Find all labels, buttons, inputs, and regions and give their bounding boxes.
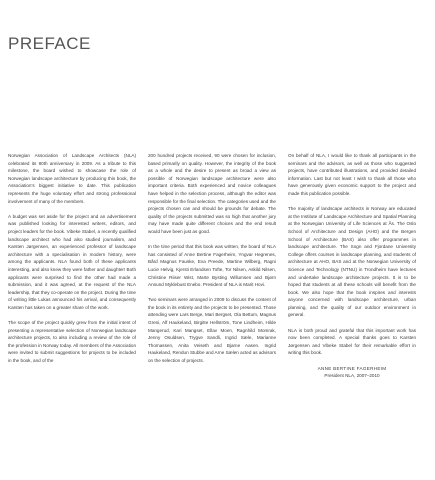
paragraph: In the time period that this book was written, the board of NLA has consisted of Anne Bertine Fagerheim, Yngvar Hegrenes, Bård Magnus Fauske, Eva Preede, Martine Wilberg, Ragni Lucie Helvig, Kjersti Erlandsen Tofte, Tor Nilsen, Askild Nilsen, Christine Riiser Wist, Marte Bysting Willumsen and Bjørn Annund Myklebust Enebo. President of NLA is Marit Hovi. bbox=[148, 244, 276, 288]
paragraph: NLA is both proud and grateful that this important work has now been completed. A special thanks goes to Karsten Jørgensen and Vibeke Stabel for their remarkable effort in writing this book. bbox=[288, 327, 416, 356]
paragraph: Two seminars were arranged in 2009 to discuss the content of the book in its entirety and the projects to be presented. Those attending were Lars Berge, Mari Bergset, Ola Bettum, Magnus Greni, Alf Haukeland, Birgitte Hellström, Tone Lindheim, Hilde Mangerud, Kari Mangset, Ellav Moen, Ragnhild Momrak, Jenny Osuldsen, Trygve Sandli, Ingrid Sæle, Marianne Thomassen, Anita Veiseth and Bjarne Aasen. Ingrid Haukeland, Rendun Stubbe and Arne Sælen acted as advisors on the selection of projects. bbox=[148, 297, 276, 364]
paragraph: The scope of the project quickly grew from the initial intent of presenting a representative selection of Norwegian landscape architecture projects, to also including a review of the role of the profession in Norway today. All members of the Association were invited to submit suggestions for projects to be included in the book, and of the bbox=[8, 320, 136, 364]
paragraph: On behalf of NLA, I would like to thank all participants in the seminars and the advisors, as well as those who suggested projects, have contributed illustrations, and provided detailed information. Last but not least I wish to thank all those who have generously given economic support to the project and made this publication possible. bbox=[288, 153, 416, 196]
paragraph: 200 hundred projects received, 90 were chosen for inclusion, based primarily on quality. However, the integrity of the book as a whole and the desire to present as broad a view as possible of Norwegian landscape architecture were also important criteria. Both experienced and novice colleagues have helped in the selection process, although the editor was responsible for the final selection. The categories used and the projects chosen can and should be grounds for debate. The quality of the projects submitted was so high that another jury may have made quite different choices and the end result would have been just as good. bbox=[148, 153, 276, 234]
text-column-1 bbox=[8, 152, 136, 372]
signature-role: President NLA, 2007–2010 bbox=[324, 373, 380, 379]
paragraph: The majority of landscape architects in Norway are educated at the Institute of Landscape Architecture and Spatial Planning at the Norwegian University of Life Sciences at Ås. The Oslo School of Architecture and Design (AHO) and the Bergen School of Architecture (BAS) also offer programmes in landscape architecture. The Sogn and Fjordane University College offers courses in landscape planning, and students of architecture at AHO, BAS and at the Norwegian University of Science and Technology (NTNU) in Trondheim have lectures and undertake landscape architecture projects. It is to be hoped that students at all these schools will benefit from the book. We also hope that the book inspires and interests anyone concerned with landscape architecture, urban planning, and the quality of our outdoor environment in general. bbox=[288, 206, 416, 318]
text-column-2 bbox=[148, 152, 276, 372]
page-title: PREFACE bbox=[8, 34, 91, 53]
signature bbox=[288, 365, 416, 380]
paragraph: A budget was set aside for the project and an advertisement was published looking for interested writers, editors, and project leaders for the book. Vibeke Stabel, a recently qualified landscape architect who had also studied journalism, and Karsten Jørgensen, an experienced professor of landscape architecture with a specialisation in modern history, were among the applicants. NLA found both of these applicants interesting, and also knew they were father and daughter! Both applicants were surprised to find the other had made a submission, and it was agreed, at the request of the NLA leadership, that they co-operate on the project. During the time of writing little Lukas announced his arrival, and consequently Karsten has taken on a greater share of the work. bbox=[8, 213, 136, 310]
signature-name: ANNE BERTINE FAGERHEIM bbox=[317, 365, 387, 371]
paragraph: Norwegian Association of Landscape Architects (NLA) celebrated its 80th anniversary in 2009. As a tribute to this milestone, the board wished to showcase the role of Norwegian landscape architecture by producing this book, the Association's biggest initiative to date. This publication represents the huge voluntary effort and strong professional involvement of many of the members. bbox=[8, 153, 136, 204]
text-column-3 bbox=[288, 152, 416, 380]
